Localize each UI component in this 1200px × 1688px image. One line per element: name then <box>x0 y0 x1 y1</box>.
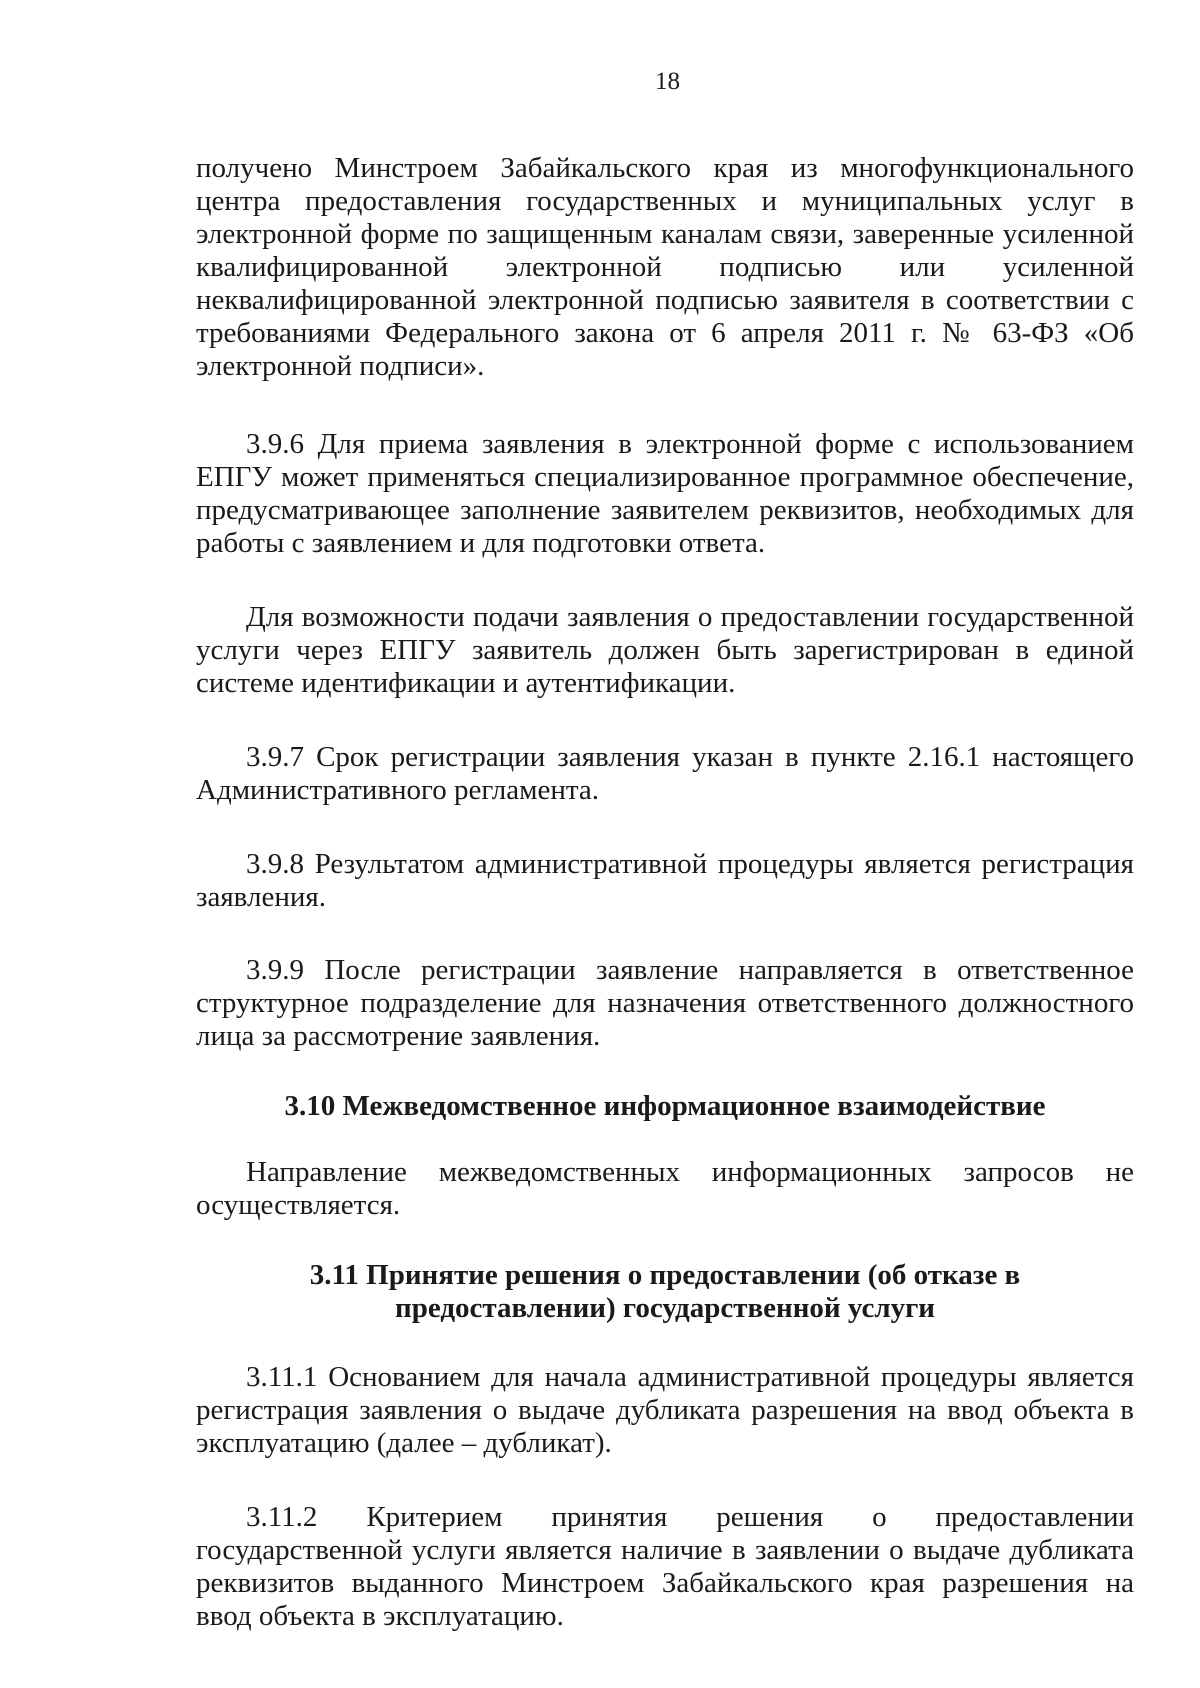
document-body <box>196 152 1134 1633</box>
section-heading-3-11-line1: 3.11 Принятие решения о предоставлении (об отказе в <box>309 1259 1021 1291</box>
paragraph-3-9-8: 3.9.8 Результатом административной процедуры является регистрация заявления. <box>196 848 1134 913</box>
paragraph-3-11-1: 3.11.1 Основанием для начала административной процедуры является регистрация заявления о выдаче дубликата разрешения на ввод объекта в эксплуатацию (далее – дубликат). <box>196 1361 1134 1459</box>
section-heading-3-10: 3.10 Межведомственное информационное взаимодействие <box>284 1090 1046 1122</box>
section-heading-3-11-line2: предоставлении) государственной услуги <box>395 1292 935 1324</box>
paragraph-3-9-7: 3.9.7 Срок регистрации заявления указан в пункте 2.16.1 настоящего Административного регламента. <box>196 741 1134 806</box>
paragraph-continuation: получено Минстроем Забайкальского края из многофункционального центра предоставления государственных и муниципальных услуг в электронной форме по защищенным каналам связи, заверенные усиленной квалифицированной электронной подписью или усиленной неквалифицированной электронной подписью заявителя в соответствии с требованиями Федерального закона от 6 апреля 2011 г. № 63-ФЗ «Об электронной подписи». <box>196 152 1134 382</box>
paragraph-3-9-9: 3.9.9 После регистрации заявление направляется в ответственное структурное подразделение для назначения ответственного должностного лица за рассмотрение заявления. <box>196 954 1134 1052</box>
section-heading-3-11 <box>196 1259 1134 1325</box>
paragraph-interagency: Направление межведомственных информационных запросов не осуществляется. <box>196 1156 1134 1221</box>
paragraph-epgu-access: Для возможности подачи заявления о предоставлении государственной услуги через ЕПГУ заявитель должен быть зарегистрирован в единой системе идентификации и аутентификации. <box>196 601 1134 699</box>
paragraph-3-11-2: 3.11.2 Критерием принятия решения о предоставлении государственной услуги является наличие в заявлении о выдаче дубликата реквизитов выданного Минстроем Забайкальского края разрешения на ввод объекта в эксплуатацию. <box>196 1501 1134 1632</box>
paragraph-3-9-6: 3.9.6 Для приема заявления в электронной форме с использованием ЕПГУ может применяться специализированное программное обеспечение, предусматривающее заполнение заявителем реквизитов, необходимых для работы с заявлением и для подготовки ответа. <box>196 428 1134 559</box>
page-number: 18 <box>655 68 680 95</box>
